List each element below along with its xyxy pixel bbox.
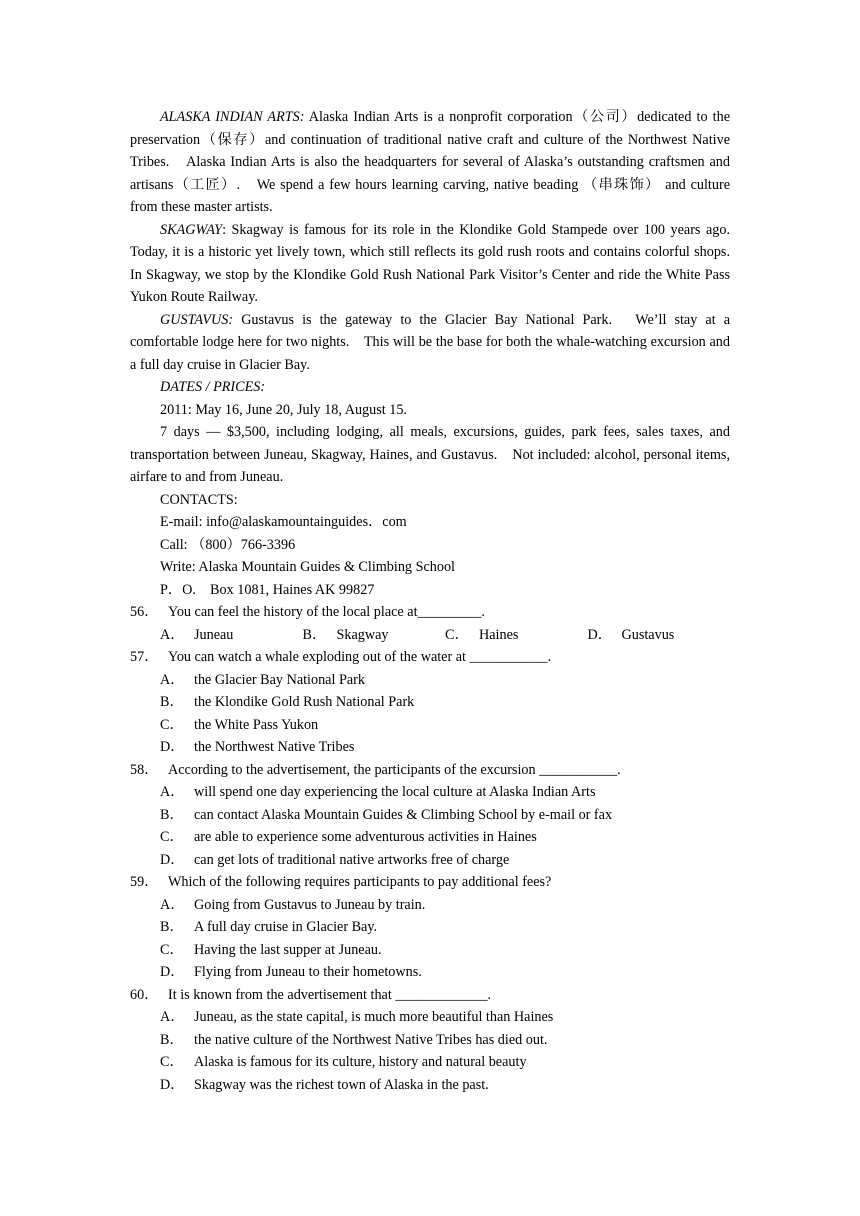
options-row-56 bbox=[130, 624, 730, 647]
document-page bbox=[130, 106, 745, 1096]
option-letter: C． bbox=[160, 941, 184, 958]
heading-alaska-indian-arts: ALASKA INDIAN ARTS: bbox=[160, 109, 305, 125]
option-text: will spend one day experiencing the local culture at Alaska Indian Arts bbox=[194, 784, 596, 800]
text-alaska-indian-arts: Alaska Indian Arts is a nonprofit corporation（公司）dedicated to the preservation（保存）and continuation of traditional native craft and culture of the Northwest Native Tribes. Alaska Indian Arts is also the headquarters for several of Alaska’s outstanding craftsmen and artisans（工匠）. We spend a few hours learning carving, native beading （串珠饰） and culture from these master artists. bbox=[130, 109, 730, 215]
text-gustavus: Gustavus is the gateway to the Glacier Bay National Park. We’ll stay at a comfortable lodge here for two nights. This will be the base for both the whale-watching excursion and a full day cruise in Glacier Bay. bbox=[130, 311, 730, 373]
dates-heading: DATES / PRICES: bbox=[160, 379, 266, 395]
question-stem: Which of the following requires participants to pay additional fees? bbox=[168, 874, 552, 890]
option-c bbox=[130, 826, 730, 849]
question-number: 60． bbox=[130, 986, 159, 1003]
option-text: Going from Gustavus to Juneau by train. bbox=[194, 896, 426, 913]
option-b bbox=[303, 624, 446, 647]
option-d bbox=[588, 624, 731, 647]
option-text: Having the last supper at Juneau. bbox=[194, 941, 382, 958]
option-text: can get lots of traditional native artworks free of charge bbox=[194, 851, 510, 868]
option-letter: A． bbox=[160, 626, 185, 643]
option-letter: C． bbox=[445, 626, 469, 643]
dates-line: 2011: May 16, June 20, July 18, August 15. bbox=[160, 401, 407, 418]
option-a bbox=[130, 669, 730, 692]
question-stem: According to the advertisement, the participants of the excursion ___________. bbox=[168, 761, 621, 778]
question-56 bbox=[130, 601, 730, 624]
option-d bbox=[130, 849, 730, 872]
option-letter: B． bbox=[302, 626, 327, 643]
option-b bbox=[130, 916, 730, 939]
option-letter: D． bbox=[160, 1076, 185, 1093]
question-stem: You can feel the history of the local place at_________. bbox=[168, 604, 485, 620]
option-letter: B． bbox=[160, 1031, 184, 1048]
option-letter: A． bbox=[160, 896, 185, 913]
option-text: Juneau, as the state capital, is much more beautiful than Haines bbox=[194, 1009, 554, 1025]
heading-gustavus: GUSTAVUS: bbox=[160, 311, 234, 328]
option-text: Flying from Juneau to their hometowns. bbox=[194, 964, 422, 980]
option-letter: B． bbox=[160, 694, 184, 710]
option-a bbox=[130, 1006, 730, 1029]
option-text: Gustavus bbox=[621, 626, 675, 643]
option-d bbox=[130, 736, 730, 759]
option-text: can contact Alaska Mountain Guides & Climbing School by e-mail or fax bbox=[194, 806, 613, 823]
option-b bbox=[130, 691, 730, 714]
option-c bbox=[445, 624, 588, 647]
option-text: the Klondike Gold Rush National Park bbox=[194, 694, 415, 710]
option-text: the native culture of the Northwest Native Tribes has died out. bbox=[194, 1031, 548, 1048]
paragraph-alaska-indian-arts bbox=[130, 106, 730, 219]
option-letter: D． bbox=[160, 739, 185, 755]
question-59 bbox=[130, 871, 730, 894]
option-c bbox=[130, 939, 730, 962]
option-letter: D． bbox=[587, 626, 612, 643]
option-text: Alaska is famous for its culture, history and natural beauty bbox=[194, 1054, 527, 1070]
question-57 bbox=[130, 646, 730, 669]
option-letter: B． bbox=[160, 806, 184, 823]
question-number: 58． bbox=[130, 761, 159, 778]
contact-call: Call: （800）766-3396 bbox=[160, 536, 296, 553]
contact-email: E-mail: info@alaskamountainguides．com bbox=[160, 514, 407, 530]
option-text: the White Pass Yukon bbox=[194, 716, 319, 733]
option-text: Juneau bbox=[194, 626, 234, 643]
option-text: A full day cruise in Glacier Bay. bbox=[194, 919, 378, 935]
question-58 bbox=[130, 759, 730, 782]
option-text: the Glacier Bay National Park bbox=[194, 671, 365, 688]
option-letter: D． bbox=[160, 964, 185, 980]
option-a bbox=[160, 624, 303, 647]
option-letter: A． bbox=[160, 784, 185, 800]
option-c bbox=[130, 1051, 730, 1074]
option-a bbox=[130, 894, 730, 917]
option-b bbox=[130, 1029, 730, 1052]
option-letter: C． bbox=[160, 829, 184, 845]
option-letter: A． bbox=[160, 1009, 185, 1025]
option-text: the Northwest Native Tribes bbox=[194, 739, 355, 755]
option-letter: A． bbox=[160, 671, 185, 688]
option-letter: C． bbox=[160, 716, 184, 733]
option-b bbox=[130, 804, 730, 827]
question-stem: It is known from the advertisement that _____________. bbox=[168, 986, 492, 1003]
question-60 bbox=[130, 984, 730, 1007]
option-text: Skagway bbox=[336, 626, 389, 643]
option-c bbox=[130, 714, 730, 737]
option-text: Haines bbox=[479, 626, 519, 643]
contact-write: Write: Alaska Mountain Guides & Climbing School bbox=[160, 559, 455, 575]
option-letter: D． bbox=[160, 851, 185, 868]
option-letter: C． bbox=[160, 1054, 184, 1070]
contacts-heading: CONTACTS: bbox=[160, 491, 238, 508]
text-skagway: : Skagway is famous for its role in the Klondike Gold Stampede over 100 years ago. Today, it is a historic yet lively town, which still reflects its gold rush roots and contains colorful shops. In Skagway, we stop by the Klondike Gold Rush National Park Visitor’s Center and ride the White Pass Yukon Route Railway. bbox=[130, 221, 745, 305]
question-number: 57． bbox=[130, 649, 159, 665]
price-paragraph: 7 days — $3,500, including lodging, all meals, excursions, guides, park fees, sales taxes, and transportation between Juneau, Skagway, Haines, and Gustavus. Not included: alcohol, personal items, airfare to and from Juneau. bbox=[130, 424, 730, 485]
question-stem: You can watch a whale exploding out of the water at ___________. bbox=[168, 649, 552, 665]
question-number: 56． bbox=[130, 604, 159, 620]
contact-po-box: P．O. Box 1081, Haines AK 99827 bbox=[160, 581, 375, 598]
option-d bbox=[130, 961, 730, 984]
option-text: are able to experience some adventurous activities in Haines bbox=[194, 829, 537, 845]
option-letter: B． bbox=[160, 919, 184, 935]
paragraph-gustavus bbox=[130, 309, 730, 377]
question-number: 59． bbox=[130, 874, 159, 890]
option-d bbox=[130, 1074, 730, 1097]
option-a bbox=[130, 781, 730, 804]
heading-skagway: SKAGWAY bbox=[160, 221, 223, 238]
paragraph-skagway bbox=[130, 219, 745, 309]
option-text: Skagway was the richest town of Alaska in the past. bbox=[194, 1076, 489, 1093]
